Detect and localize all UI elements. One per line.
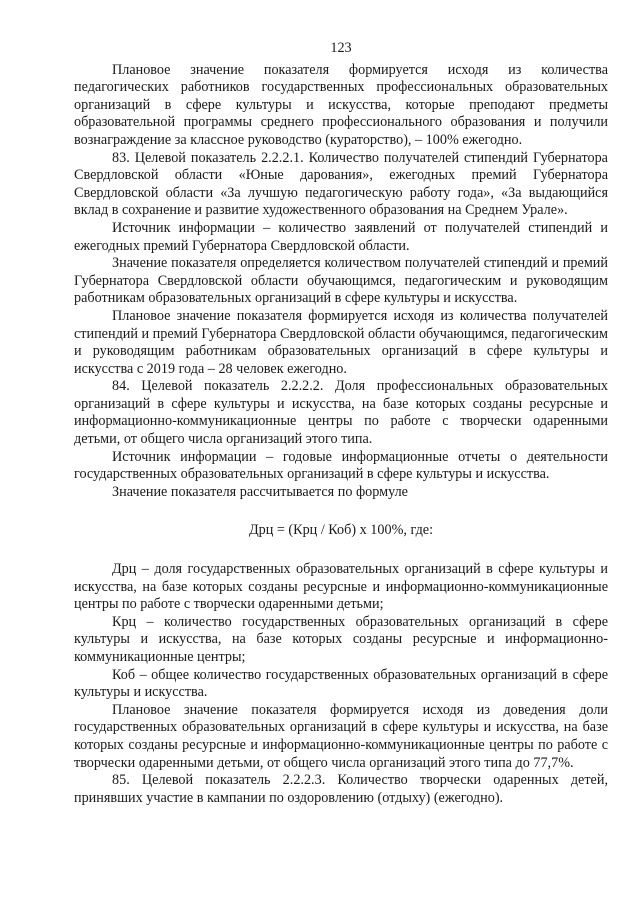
- definition-krc: Крц – количество государственных образовательных организаций в сфере культуры и искусства, на базе которых созданы ресурсные и информационно-коммуникационные центры;: [74, 613, 608, 665]
- paragraph-formula-intro: Значение показателя рассчитывается по формуле: [112, 483, 408, 500]
- document-page: [74, 40, 608, 807]
- paragraph-indicator-84: 84. Целевой показатель 2.2.2.2. Доля профессиональных образовательных организаций в сфере культуры и искусства, на базе которых созданы ресурсные и информационно-коммуникационные центры по работе с творчески одаренными детьми, от общего числа организаций этого типа.: [74, 378, 608, 448]
- paragraph-source-84: Источник информации – годовые информационные отчеты о деятельности государственных образовательных организаций в сфере культуры и искусства.: [74, 448, 608, 483]
- definition-kob: Коб – общее количество государственных образовательных организаций в сфере культуры и искусства.: [74, 666, 608, 701]
- paragraph-indicator-85: 85. Целевой показатель 2.2.2.3. Количество творчески одаренных детей, принявших участие в кампании по оздоровлению (отдыху) (ежегодно).: [74, 772, 608, 806]
- page-number: 123: [330, 40, 352, 56]
- paragraph-value-83: Значение показателя определяется количеством получателей стипендий и премий Губернатора Свердловской области обучающимся, педагогическим и руководящим работникам образовательных организаций в сфере культуры и искусства.: [74, 255, 608, 307]
- paragraph-planned-value-84: Плановое значение показателя формируется исходя из доведения доли государственных образовательных организаций в сфере культуры и искусства, на базе которых созданы ресурсные и информационно-коммуникационные центры по работе с творчески одаренными детьми, от общего числа организаций этого типа до 77,7%.: [74, 701, 608, 771]
- paragraph-source-83: Источник информации – количество заявлений от получателей стипендий и ежегодных премий Губернатора Свердловской области.: [74, 219, 608, 254]
- paragraph-planned-value-83: Плановое значение показателя формируется исходя из количества получателей стипендий и премий Губернатора Свердловской области обучающимся, педагогическим и руководящим работникам образовательных организаций в сфере культуры и искусства с 2019 года – 28 человек ежегодно.: [74, 307, 608, 377]
- definition-drc: Дрц – доля государственных образовательных организаций в сфере культуры и искусства, на базе которых созданы ресурсные и информационно-коммуникационные центры по работе с творчески одаренными детьми;: [74, 561, 608, 613]
- paragraph-planned-value-curators: Плановое значение показателя формируется исходя из количества педагогических работников государственных профессиональных образовательных организаций в сфере культуры и искусства, которые преподают предметы образовательной программы среднего профессионального образования и получили вознаграждение за классное руководство (кураторство), – 100% ежегодно.: [74, 61, 608, 148]
- paragraph-indicator-83: 83. Целевой показатель 2.2.2.1. Количество получателей стипендий Губернатора Свердловской области «Юные дарования», ежегодных премий Губернатора Свердловской области «За лучшую педагогическую работу года», «За выдающийся вклад в сохранение и развитие художественного образования на Среднем Урале».: [74, 149, 608, 219]
- formula: Дрц = (Крц / Коб) x 100%, где:: [248, 522, 434, 539]
